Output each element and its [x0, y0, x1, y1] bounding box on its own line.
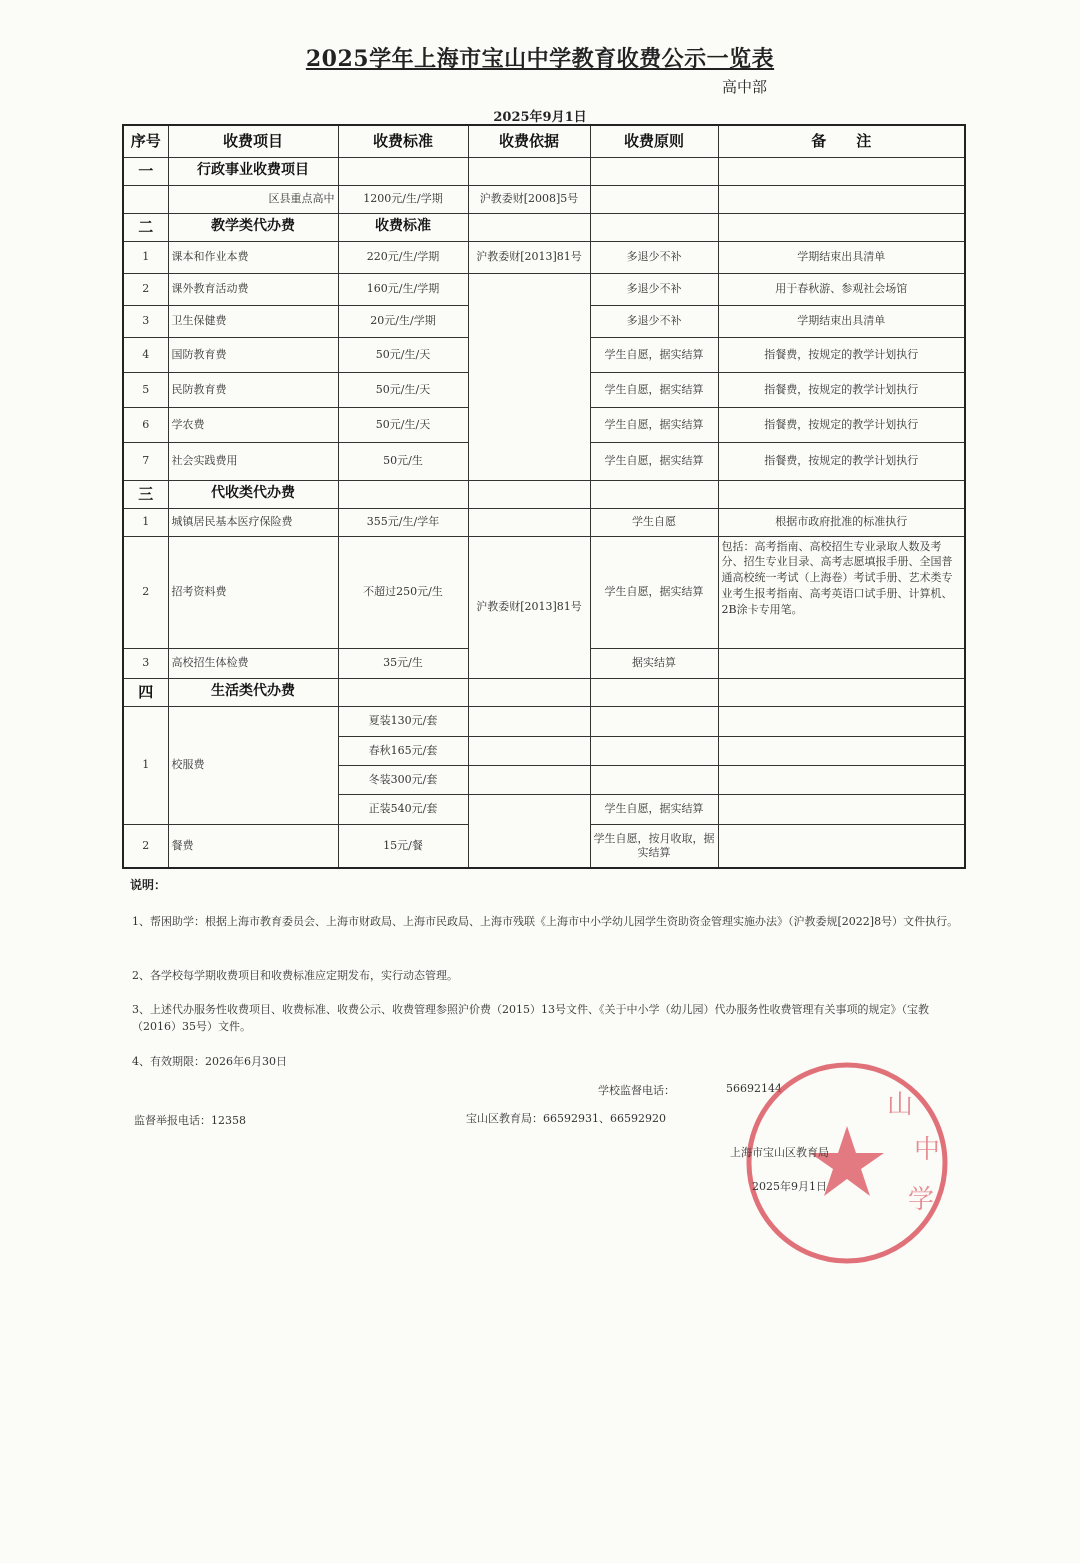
item-cell: 区县重点高中: [168, 185, 338, 213]
remark-cell: 学期结束出具清单: [718, 241, 965, 273]
section-row: [123, 157, 965, 185]
district-phone: 宝山区教育局：66592931、66592920: [466, 1112, 666, 1125]
item-cell: 民防教育费: [168, 372, 338, 407]
remark-cell: 指餐费，按规定的教学计划执行: [718, 442, 965, 480]
basis-cell: 沪教委财[2008]5号: [468, 185, 590, 213]
principle-cell: 学生自愿，据实结算: [590, 407, 718, 442]
standard-cell: 160元/生/学期: [338, 273, 468, 305]
item-cell: 社会实践费用: [168, 442, 338, 480]
seq-cell: 5: [123, 372, 168, 407]
section-standard-label: 收费标准: [338, 213, 468, 241]
basis-cell: 沪教委财[2013]81号: [468, 241, 590, 273]
remark-cell: 根据市政府批准的标准执行: [718, 508, 965, 536]
standard-cell: 50元/生/天: [338, 407, 468, 442]
section-number: 三: [123, 480, 168, 508]
item-cell: 课外教育活动费: [168, 273, 338, 305]
remark-cell: 指餐费，按规定的教学计划执行: [718, 337, 965, 372]
basis-merged-cell: [468, 273, 590, 480]
header-remark: 备 注: [718, 125, 965, 157]
remark-cell: 学期结束出具清单: [718, 305, 965, 337]
section-title: 代收类代办费: [168, 480, 338, 508]
document-title: 2025学年上海市宝山中学教育收费公示一览表: [305, 46, 775, 72]
standard-cell: 355元/生/学年: [338, 508, 468, 536]
notes-heading: 说明：: [130, 878, 167, 892]
seq-cell: 1: [123, 706, 168, 824]
standard-cell: 50元/生: [338, 442, 468, 480]
official-seal-icon: [742, 1058, 952, 1268]
standard-cell: 35元/生: [338, 648, 468, 678]
section-row: [123, 678, 965, 706]
table-row: [123, 536, 965, 648]
remark-cell: 指餐费，按规定的教学计划执行: [718, 372, 965, 407]
principle-cell: 学生自愿，据实结算: [590, 337, 718, 372]
header-item: 收费项目: [168, 125, 338, 157]
remark-cell: 包括：高考指南、高校招生专业录取人数及考分、招生专业目录、高考志愿填报手册、全国普通高校统一考试（上海卷）考试手册、艺术类专业考生报考指南、高考英语口试手册、计算机、2B涂卡专用笔。: [718, 536, 965, 648]
item-cell: 城镇居民基本医疗保险费: [168, 508, 338, 536]
section-number: 四: [123, 678, 168, 706]
table-row: [123, 241, 965, 273]
standard-cell: 50元/生/天: [338, 337, 468, 372]
item-cell: 高校招生体检费: [168, 648, 338, 678]
section-row: [123, 480, 965, 508]
stamp-date: 2025年9月1日: [752, 1180, 827, 1193]
standard-cell: 220元/生/学期: [338, 241, 468, 273]
table-row: [123, 273, 965, 305]
note-4: 4、有效期限：2026年6月30日: [132, 1055, 287, 1068]
principle-cell: 多退少不补: [590, 241, 718, 273]
seq-cell: 4: [123, 337, 168, 372]
table-row: [123, 185, 965, 213]
item-cell: 卫生保健费: [168, 305, 338, 337]
svg-text:中: 中: [914, 1135, 941, 1165]
remark-cell: 用于春秋游、参观社会场馆: [718, 273, 965, 305]
header-seq: 序号: [123, 125, 168, 157]
header-basis: 收费依据: [468, 125, 590, 157]
standard-cell: 冬装300元/套: [338, 765, 468, 794]
note-1: 1、帮困助学：根据上海市教育委员会、上海市财政局、上海市民政局、上海市残联《上海市中小学幼儿园学生资助资金管理实施办法》（沪教委规[2022]8号）文件执行。: [132, 915, 959, 928]
standard-cell: 夏装130元/套: [338, 706, 468, 736]
item-cell: 校服费: [168, 706, 338, 824]
publish-date: 2025年9月1日: [493, 110, 587, 125]
seq-cell: 3: [123, 648, 168, 678]
basis-cell: 沪教委财[2013]81号: [468, 536, 590, 678]
principle-cell: 学生自愿，据实结算: [590, 442, 718, 480]
svg-text:学: 学: [908, 1185, 935, 1215]
section-title: 教学类代办费: [168, 213, 338, 241]
section-title: 生活类代办费: [168, 678, 338, 706]
principle-cell: 多退少不补: [590, 273, 718, 305]
note-2: 2、各学校每学期收费项目和收费标准应定期发布，实行动态管理。: [132, 969, 458, 982]
school-phone: 56692144: [726, 1082, 782, 1095]
seq-cell: 2: [123, 273, 168, 305]
seq-cell: 6: [123, 407, 168, 442]
principle-cell: 学生自愿，据实结算: [590, 536, 718, 648]
note-3: 3、上述代办服务性收费项目、收费标准、收费公示、收费管理参照沪价费（2015）13号文件、《关于中小学（幼儿园）代办服务性收费管理有关事项的规定》（宝教（2016）35号）文件。: [132, 1003, 929, 1033]
item-cell: 餐费: [168, 824, 338, 868]
section-number: 一: [123, 157, 168, 185]
remark-cell: 指餐费，按规定的教学计划执行: [718, 407, 965, 442]
table-header-row: [123, 125, 965, 157]
stamp-organization: 上海市宝山区教育局: [730, 1146, 829, 1159]
seq-cell: 2: [123, 536, 168, 648]
standard-cell: 1200元/生/学期: [338, 185, 468, 213]
section-number: 二: [123, 213, 168, 241]
school-phone-label: 学校监督电话：: [598, 1084, 675, 1097]
principle-cell: 据实结算: [590, 648, 718, 678]
standard-cell: 15元/餐: [338, 824, 468, 868]
header-standard: 收费标准: [338, 125, 468, 157]
seq-cell: 7: [123, 442, 168, 480]
header-principle: 收费原则: [590, 125, 718, 157]
table-row: [123, 706, 965, 736]
principle-cell: 学生自愿: [590, 508, 718, 536]
report-phone: 监督举报电话：12358: [134, 1114, 246, 1127]
section-row: [123, 213, 965, 241]
item-cell: 学农费: [168, 407, 338, 442]
principle-cell: 学生自愿，按月收取，据实结算: [590, 824, 718, 868]
item-cell: 课本和作业本费: [168, 241, 338, 273]
seq-cell: 3: [123, 305, 168, 337]
fee-table: [122, 124, 966, 869]
table-row: [123, 508, 965, 536]
seq-cell: 2: [123, 824, 168, 868]
seq-cell: 1: [123, 241, 168, 273]
item-cell: 招考资料费: [168, 536, 338, 648]
section-title: 行政事业收费项目: [168, 157, 338, 185]
principle-cell: 多退少不补: [590, 305, 718, 337]
principle-cell: 学生自愿，据实结算: [590, 372, 718, 407]
principle-cell: 学生自愿，据实结算: [590, 794, 718, 824]
seq-cell: 1: [123, 508, 168, 536]
department-label: 高中部: [722, 78, 768, 96]
standard-cell: 50元/生/天: [338, 372, 468, 407]
standard-cell: 正装540元/套: [338, 794, 468, 824]
standard-cell: 不超过250元/生: [338, 536, 468, 648]
standard-cell: 20元/生/学期: [338, 305, 468, 337]
standard-cell: 春秋165元/套: [338, 736, 468, 765]
item-cell: 国防教育费: [168, 337, 338, 372]
svg-text:山: 山: [887, 1090, 914, 1120]
